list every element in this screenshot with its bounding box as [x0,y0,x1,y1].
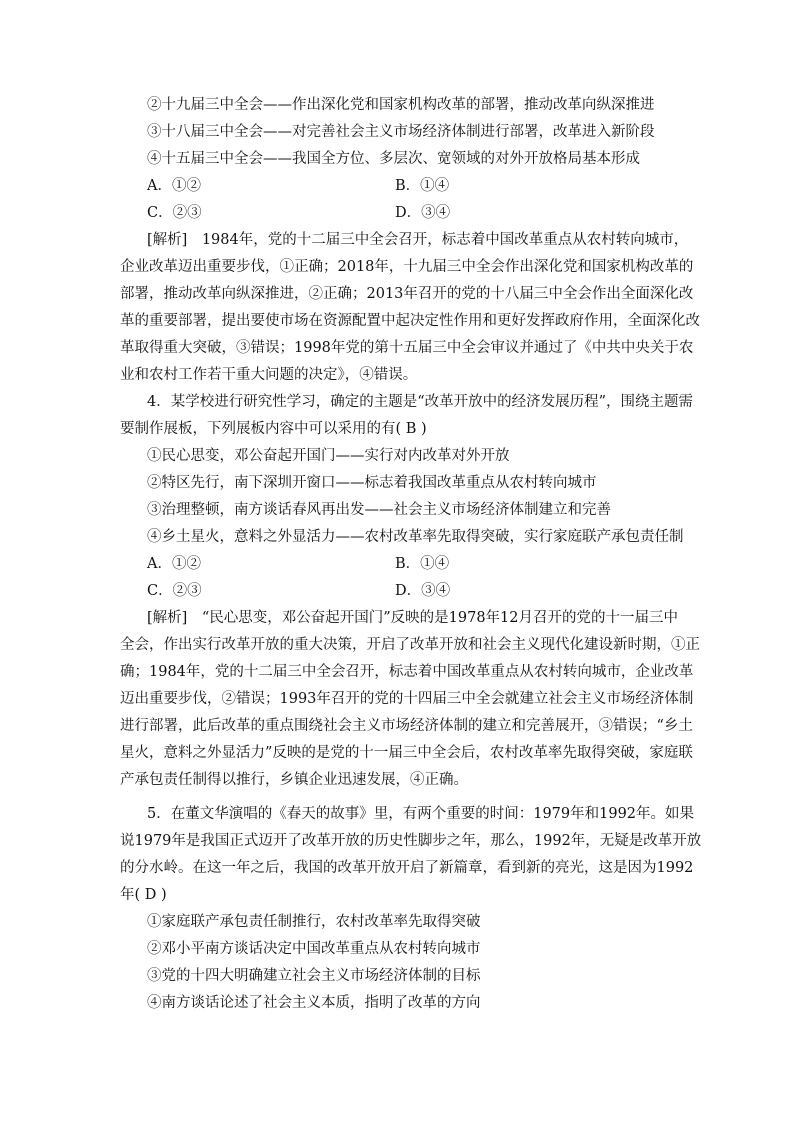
q4-analysis-line: 进行部署，此后改革的重点围绕社会主义市场经济体制的建立和完善展开，③错误；“乡土 [120,718,693,734]
q4-item-4: ④乡土星火，意料之外显活力——农村改革率先取得突破，实行家庭联产承包责任制 [147,529,684,545]
q4-analysis-line: 确；1984年，党的十二届三中全会召开，标志着中国改革重点从农村转向城市，企业改革 [120,664,694,680]
q4-analysis-line: 全会，作出实行改革开放的重大决策，开启了改革开放和社会主义现代化建设新时期，①正 [120,637,700,653]
q4-option-d: D．③④ [395,583,451,599]
q5-item-2: ②邓小平南方谈话决定中国改革重点从农村转向城市 [147,941,481,957]
q3-analysis-line: 业和农村工作若干重大问题的决定》，④错误。 [120,367,418,383]
q3-analysis-line: 部署，推动改革向纵深推进，②正确；2013年召开的党的十八届三中全会作出全面深化改 [120,286,694,302]
q4-stem: 4．某学校进行研究性学习，确定的主题是“改革开放中的经济发展历程”，围绕主题需 [147,394,694,410]
q3-analysis-line: 革取得重大突破，③错误；1998年党的第十五届三中全会审议并通过了《中共中央关于农 [120,340,694,356]
q4-stem: 要制作展板，下列展板内容中可以采用的有( B ) [120,421,427,437]
q5-item-3: ③党的十四大明确建立社会主义市场经济体制的目标 [147,968,481,984]
q3-analysis-line: 革的重要部署，提出要使市场在资源配置中起决定性作用和更好发挥政府作用，全面深化改 [120,313,700,329]
q4-item-3: ③治理整顿，南方谈话春风再出发——社会主义市场经济体制建立和完善 [147,502,611,518]
q4-item-2: ②特区先行，南下深圳开窗口——标志着我国改革重点从农村转向城市 [147,475,597,491]
q3-option-b: B．①④ [395,178,450,194]
q4-analysis-line: 星火，意料之外显活力”反映的是党的十一届三中全会后，农村改革率先取得突破，家庭联 [120,745,693,761]
q4-analysis-line: [解析] “民心思变，邓公奋起开国门”反映的是1978年12月召开的党的十一届三中 [147,610,678,626]
q3-item-3: ③十八届三中全会——对完善社会主义市场经济体制进行部署，改革进入新阶段 [147,124,655,140]
q5-item-1: ①家庭联产承包责任制推行，农村改革率先取得突破 [147,914,481,930]
q4-option-b: B．①④ [395,556,450,572]
q4-option-a: A．①② [147,556,201,572]
q3-option-c: C．②③ [147,205,202,221]
q5-stem: 5．在董文华演唱的《春天的故事》里，有两个重要的时间：1979年和1992年。如果 [147,806,695,822]
q3-analysis-line: 企业改革迈出重要步伐，①正确；2018年，十九届三中全会作出深化党和国家机构改革的 [120,259,694,275]
q5-stem: 年( D ) [120,887,167,903]
q5-stem: 的分水岭。在这一年之后，我国的改革开放开启了新篇章，看到新的亮光，这是因为1992 [120,860,694,876]
q3-option-d: D．③④ [395,205,451,221]
q3-item-4: ④十五届三中全会——我国全方位、多层次、宽领域的对外开放格局基本形成 [147,151,640,167]
q3-option-a: A．①② [147,178,201,194]
q4-analysis-line: 迈出重要步伐，②错误；1993年召开的党的十四届三中全会就建立社会主义市场经济体制 [120,691,694,707]
q3-analysis-line: [解析] 1984年，党的十二届三中全会召开，标志着中国改革重点从农村转向城市， [147,232,689,248]
q4-option-c: C．②③ [147,583,202,599]
q4-item-1: ①民心思变，邓公奋起开国门——实行对内改革对外开放 [147,448,510,464]
q5-stem: 说1979年是我国正式迈开了改革开放的历史性脚步之年，那么，1992年，无疑是改革开放 [120,833,702,849]
q5-item-4: ④南方谈话论述了社会主义本质，指明了改革的方向 [147,995,481,1011]
q3-item-2: ②十九届三中全会——作出深化党和国家机构改革的部署，推动改革向纵深推进 [147,97,655,113]
q4-analysis-line: 产承包责任制得以推行，乡镇企业迅速发展，④正确。 [120,772,468,788]
